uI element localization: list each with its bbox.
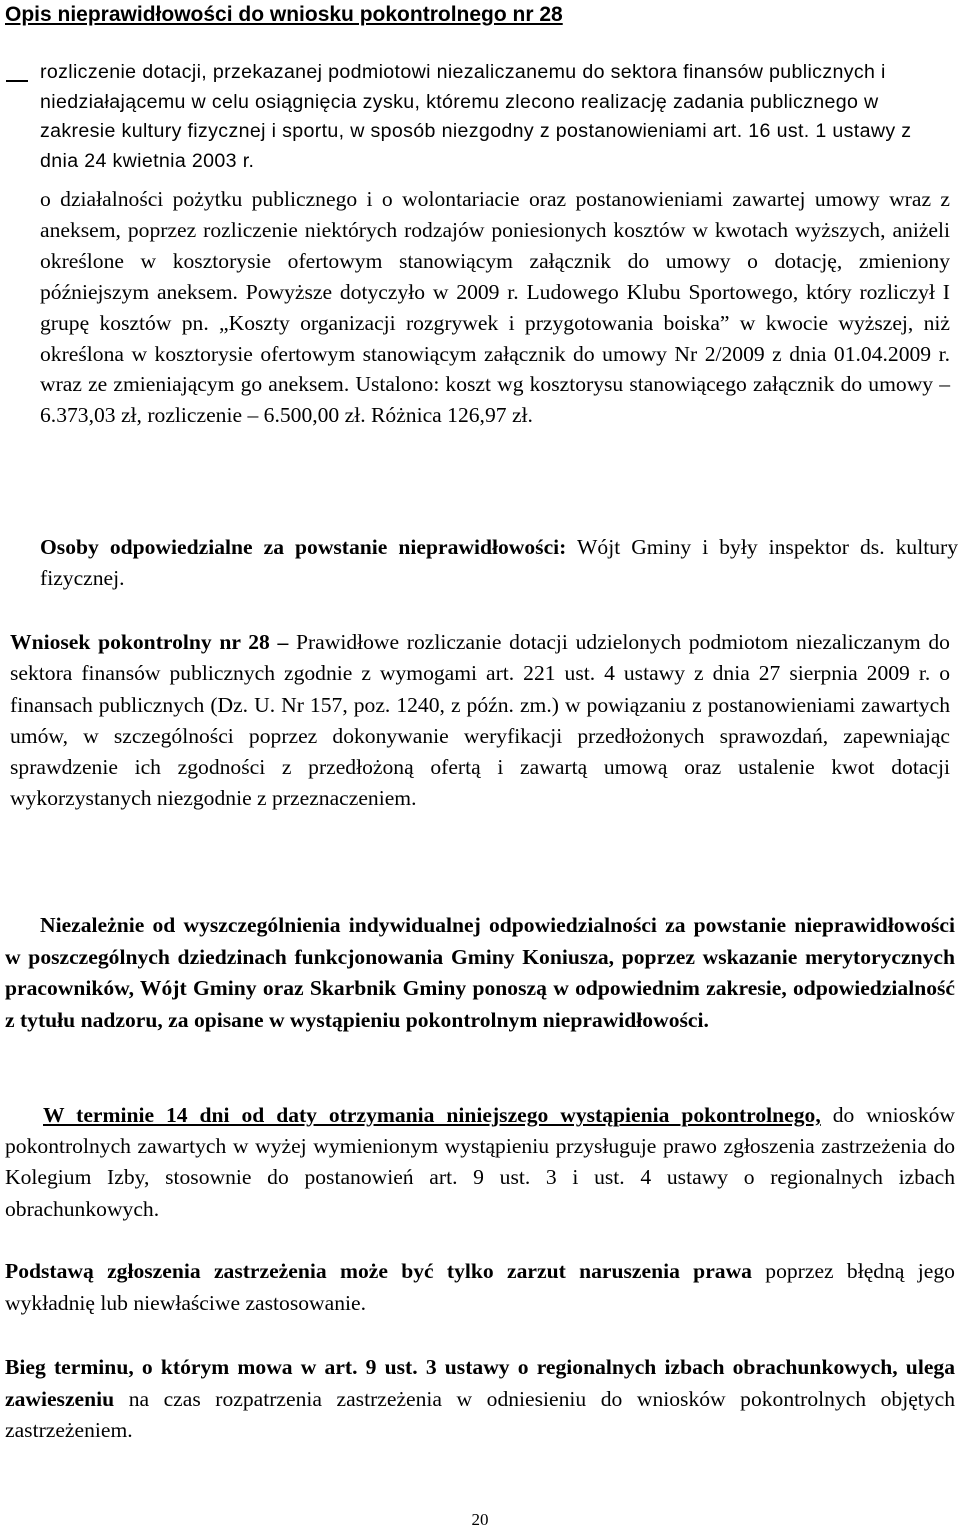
recommendation-paragraph bbox=[10, 627, 950, 815]
responsible-label: Osoby odpowiedzialne za powstanie nieprawidłowości: bbox=[40, 535, 567, 559]
deadline-paragraph bbox=[5, 1100, 955, 1225]
finding-text-part1: rozliczenie dotacji, przekazanej podmiotowi niezaliczanemu do sektora finansów publicznych i niedziałającemu w celu osiągnięcia zysku, któremu zlecono realizację zadania publicznego w zakresie kultury fizycznej i sportu, w sposób niezgodny z postanowieniami art. 16 ust. 1 ustawy z dnia 24 kwietnia 2003 r. bbox=[40, 61, 912, 172]
deadline-suspension-text: na czas rozpatrzenia zastrzeżenia w odniesieniu do wniosków pokontrolnych objętych zastrzeżeniem. bbox=[5, 1386, 955, 1442]
objection-basis-paragraph bbox=[5, 1256, 955, 1319]
deadline-text: do wniosków pokontrolnych zawartych w wyżej wymienionym wystąpieniu przysługuje prawo zgłoszenia zastrzeżenia do Kolegium Izby, stosownie do postanowień art. 9 ust. 3 i ust. 4 ustawy o regionalnych izbach obrachunkowych. bbox=[5, 1103, 956, 1221]
deadline-suspension-label: Bieg terminu, o którym mowa w art. 9 ust. 3 ustawy o regionalnych izbach obrachunkowych, ulega zawieszeniu bbox=[5, 1355, 955, 1411]
deadline-label: W terminie 14 dni od daty otrzymania niniejszego wystąpienia pokontrolnego, bbox=[43, 1103, 821, 1127]
recommendation-label: Wniosek pokontrolny nr 28 – bbox=[10, 630, 289, 654]
finding-text-part2: o działalności pożytku publicznego i o wolontariacie oraz postanowieniami zawartej umowy wraz z aneksem, poprzez rozliczenie niektórych rodzajów poniesionych kosztów w kwotach wyższych, aniżeli określone w kosztorysie ofertowym stanowiącym załącznik do umowy o dotację, zmieniony późniejszym aneksem. Powyższe dotyczyło w 2009 r. Ludowego Klubu Sportowego, który rozliczył I grupę kosztów pn. „Koszty organizacji rozgrywek i przygotowania boiska” w kwocie wyższej, niż określona w kosztorysie ofertowym stanowiącym załącznik do umowy Nr 2/2009 z dnia 01.04.2009 r. wraz ze zmieniającym go aneksem. Ustalono: koszt wg kosztorysu stanowiącego załącznik do umowy – 6.373,03 zł, rozliczenie – 6.500,00 zł. Różnica 126,97 zł. bbox=[40, 187, 950, 428]
responsible-persons-paragraph bbox=[40, 532, 958, 594]
page-heading: Opis nieprawidłowości do wniosku pokontrolnego nr 28 bbox=[5, 3, 563, 26]
objection-basis-label: Podstawą zgłoszenia zastrzeżenia może być tylko zarzut naruszenia prawa bbox=[5, 1259, 752, 1283]
list-dash-marker bbox=[6, 80, 28, 82]
responsible-text: Wójt Gminy i były inspektor ds. kultury fizycznej. bbox=[40, 535, 959, 590]
recommendation-text: Prawidłowe rozliczanie dotacji udzielonych podmiotom niezaliczanym do sektora finansów publicznych zgodnie z wymogami art. 221 ust. 4 ustawy z dnia 27 sierpnia 2009 r. o finansach publicznych (Dz. U. Nr 157, poz. 1240, z późn. zm.) w powiązaniu z postanowieniami zawartych umów, w szczególności poprzez dokonywanie weryfikacji przedłożonych sprawozdań, zapewniając sprawdzenie ich zgodności z przedłożoną ofertą i zawartą umową oraz ustalenie kwot dotacji wykorzystanych niezgodnie z przeznaczeniem. bbox=[10, 630, 950, 811]
page-number: 20 bbox=[471, 1510, 489, 1529]
deadline-suspension-paragraph bbox=[5, 1352, 955, 1447]
supervision-responsibility-paragraph: Niezależnie od wyszczególnienia indywidualnej odpowiedzialności za powstanie nieprawidłowości w poszczególnych dziedzinach funkcjonowania Gminy Koniusza, poprzez wskazanie merytorycznych pracowników, Wójt Gminy oraz Skarbnik Gminy ponoszą w odpowiednim zakresie, odpowiedzialność z tytułu nadzoru, za opisane w wystąpieniu pokontrolnym nieprawidłowości. bbox=[5, 913, 955, 1033]
objection-basis-text: poprzez błędną jego wykładnię lub niewłaściwe zastosowanie. bbox=[5, 1259, 955, 1315]
